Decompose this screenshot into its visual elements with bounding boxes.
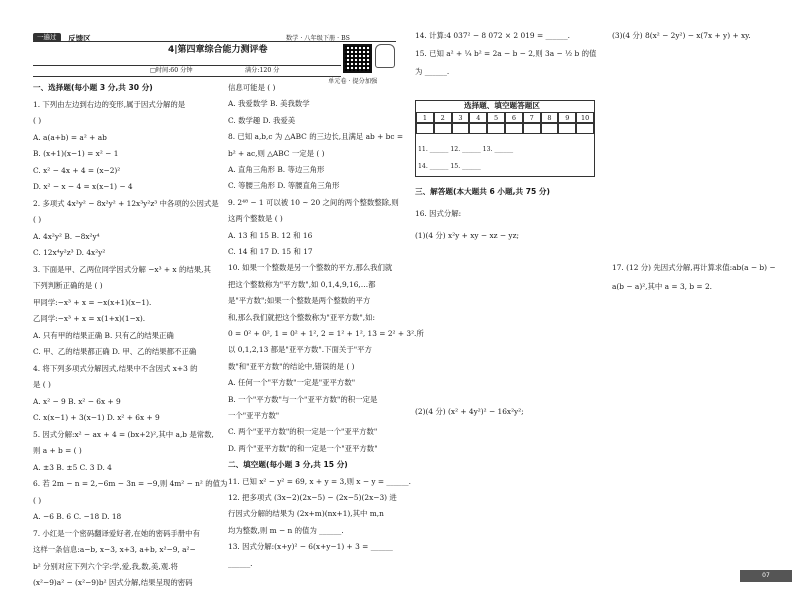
col3_top-line: 14. 计算:4 037² − 8 072 × 2 019 = ______. [415,31,571,40]
answer-col-header: 5 [487,112,505,123]
col2-line: C. 等腰三角形 D. 等腰直角三角形 [228,181,340,191]
answer-col-header: 6 [505,112,523,123]
time-label: □时间:60 分钟 [150,67,193,74]
col1-line: C. x² − 4x + 4 = (x−2)² [33,165,121,175]
col2-line: 行因式分解的结果为 (2x+m)(nx+1),其中 m,n [228,509,384,519]
col2-line: 12. 把多项式 (3x−2)(2x−5) − (2x−5)(2x−3) 进 [228,493,397,502]
col3_top-line: 为 ______. [415,67,450,76]
col2-line: 数"和"亚平方数"的结论中,错误的是 ( ) [228,361,355,371]
col2-line: 均为整数,则 m − n 的值为 ______. [228,525,344,535]
col4-line: (3)(4 分) 8(x² − 2y²) − x(7x + y) + xy. [612,31,751,40]
col3_bottom-line: 16. 因式分解: [415,209,462,218]
col1-line: 1. 下列由左边到右边的变形,属于因式分解的是 [33,99,186,109]
answer-col-header: 2 [434,112,452,123]
col1-line: C. 甲、乙的结果都正确 D. 甲、乙的结果都不正确 [33,347,197,356]
col1-line: A. 4x²y² B. −8x²y⁴ [33,231,100,241]
col2-line: 以 0,1,2,13 都是"亚平方数".下面关于"平方 [228,345,372,355]
col1-line: A. x² − 9 B. x² − 6x + 9 [33,396,121,406]
col2-line: ______. [228,558,253,568]
col1-line: 是 ( ) [33,380,51,389]
col2-line: A. 直角三角形 B. 等边三角形 [228,165,325,174]
col4-line: 17. (12 分) 先因式分解,再计算求值:ab(a − b) − [612,263,776,272]
col1-line: 3. 下面是甲、乙两位同学因式分解 −x³ + x 的结果,其 [33,264,211,274]
answer-col-header: 9 [558,112,576,123]
col2-line: 13. 因式分解:(x+y)² − 6(x+y−1) + 3 = ______ [228,542,393,552]
answer-col-header: 10 [576,112,594,123]
col1-line: C. x(x−1) + 3(x−1) D. x² + 6x + 9 [33,413,160,422]
answer-col-header: 4 [469,112,487,123]
col4-line: a(b − a)²,其中 a = 3, b = 2. [612,282,713,291]
col2-line: 和,那么我们就把这个整数称为"亚平方数",如: [228,312,376,322]
brand-badge: 一遍过 [33,33,61,42]
col1-line: 一、选择题(每小题 3 分,共 30 分) [33,83,153,92]
answer-col-header: 7 [523,112,541,123]
answer-cell[interactable] [505,123,523,134]
answer-cell[interactable] [487,123,505,134]
col2-line: C. 14 和 17 D. 15 和 17 [228,247,313,256]
col1-line: A. −6 B. 6 C. −18 D. 18 [33,512,122,521]
col1-line: B. (x+1)(x−1) = x² − 1 [33,149,119,158]
col1-line: 则 a + b = ( ) [33,446,82,455]
col1-line: C. 12x⁴y²z³ D. 4x²y² [33,248,106,257]
answer-cell[interactable] [452,123,470,134]
col1-line: b² 分别对应下列六个字:学,爱,我,数,美,观.将 [33,561,178,571]
qr-code-icon [343,44,372,73]
col1-line: 甲同学:−x³ + x = −x(x+1)(x−1). [33,297,152,307]
col1-line: 7. 小红是一个密码翻译爱好者,在她的密码手册中有 [33,528,200,538]
col2-line: A. 任何一个"平方数"一定是"亚平方数" [228,378,356,388]
col1-line: 这样一条信息:a−b, x−3, x+3, a+b, x²−9, a²− [33,545,196,554]
col1-line: 下列判断正确的是 ( ) [33,281,103,290]
col3_bottom-line: 三、解答题(本大题共 6 小题,共 75 分) [415,187,550,196]
answer-col-header: 8 [541,112,559,123]
col2-line: 0 = 0² + 0², 1 = 0² + 1², 2 = 1² + 1², 13 = 2² + 3².所 [228,329,424,338]
col2-line: 二、填空题(每小题 3 分,共 15 分) [228,460,348,470]
col2-line: 一个"亚平方数" [228,411,280,420]
answer-box [415,100,595,177]
col3_bottom-line: (1)(4 分) x²y + xy − xz − yz; [415,231,519,240]
answer-cell[interactable] [541,123,559,134]
answer-col-header: 1 [416,112,434,123]
answer-fill-1: 11. ______ 12. ______ 13. ______ [418,146,514,153]
col1-line: 乙同学:−x³ + x = x(1+x)(1−x). [33,314,146,323]
answer-cell[interactable] [576,123,594,134]
col2-line: A. 我爱数学 B. 美我数学 [228,99,310,109]
col2-line: 10. 如果一个整数是另一个整数的平方,那么我们就 [228,263,393,273]
col1-line: A. a(a+b) = a² + ab [33,132,107,142]
subject-label: 数学 · 八年级下册 · BS [286,35,350,42]
page-number: 07 [740,570,792,582]
col1-line: A. ±3 B. ±5 C. 3 D. 4 [33,462,112,472]
answer-cell[interactable] [558,123,576,134]
col2-line: B. 一个"平方数"与一个"亚平方数"的积一定是 [228,394,378,404]
score-label: 满分:120 分 [245,67,280,74]
col1-line: ( ) [33,215,42,224]
section-label: 反馈区 [68,34,91,43]
answer-cell[interactable] [523,123,541,134]
col2-line: 是"平方数";如果一个整数是两个整数的平方 [228,296,371,306]
col2-line: 8. 已知 a,b,c 为 △ABC 的三边长,且满足 ab + bc = [228,132,404,142]
col2-line: 把这个整数称为"平方数",如 0,1,4,9,16,…都 [228,279,376,289]
col2-line: A. 13 和 15 B. 12 和 16 [228,230,313,240]
col2-line: 11. 已知 x² − y² = 69, x + y = 3,则 x − y = ______. [228,476,411,486]
answer-box-title: 选择题、填空题答题区 [464,101,540,110]
col2-line: 信息可能是 ( ) [228,83,276,92]
header-divider [33,41,396,42]
answer-cell[interactable] [469,123,487,134]
col2-line: 这两个整数是 ( ) [228,214,283,224]
answer-cell[interactable] [416,123,434,134]
col3_top-line: 15. 已知 a² + ¼ b² = 2a − b − 2,则 3a − ½ b 的值 [415,49,597,58]
answer-col-header: 3 [452,112,470,123]
answer-cell[interactable] [434,123,452,134]
col2-line: D. 两个"亚平方数"的和一定是一个"亚平方数" [228,443,378,453]
col1-line: 6. 若 2m − n = 2,−6m − 3n = −9,则 4m² − n² 的值为 [33,479,228,488]
col1-line: A. 只有甲的结果正确 B. 只有乙的结果正确 [33,330,174,340]
col2-line: C. 两个"亚平方数"的积一定是一个"亚平方数" [228,427,378,437]
help-label: 单元卷 · 提分加强 [328,78,378,85]
col1-line: (x²−9)a² − (x²−9)b² 因式分解,结果呈现的密码 [33,578,193,587]
col2-line: C. 数学趣 D. 我爱美 [228,115,296,125]
col1-line: 5. 因式分解:x² − ax + 4 = (bx+2)²,其中 a,b 是常数, [33,429,214,439]
col1-line: 2. 多项式 4x²y² − 8x²y² + 12x³y²z³ 中各项的公因式是 [33,198,219,208]
page-title: 4|第四章综合能力测评卷 [168,45,268,55]
answer-fill-2: 14. ______ 15. ______ [418,163,481,170]
col2-line: 9. 2⁴⁸ − 1 可以被 10 ~ 20 之间的两个整数整除,则 [228,197,399,207]
col3_bottom-line: (2)(4 分) (x² + 4y²)² − 16x²y²; [415,407,524,416]
col1-line: 4. 将下列多项式分解因式,结果中不含因式 x+3 的 [33,363,198,373]
col1-line: ( ) [33,116,42,125]
col1-line: ( ) [33,495,42,505]
col2-line: b² + ac,则 △ABC 一定是 ( ) [228,148,325,158]
col1-line: D. x² − x − 4 = x(x−1) − 4 [33,182,133,191]
mascot-icon [375,44,395,68]
